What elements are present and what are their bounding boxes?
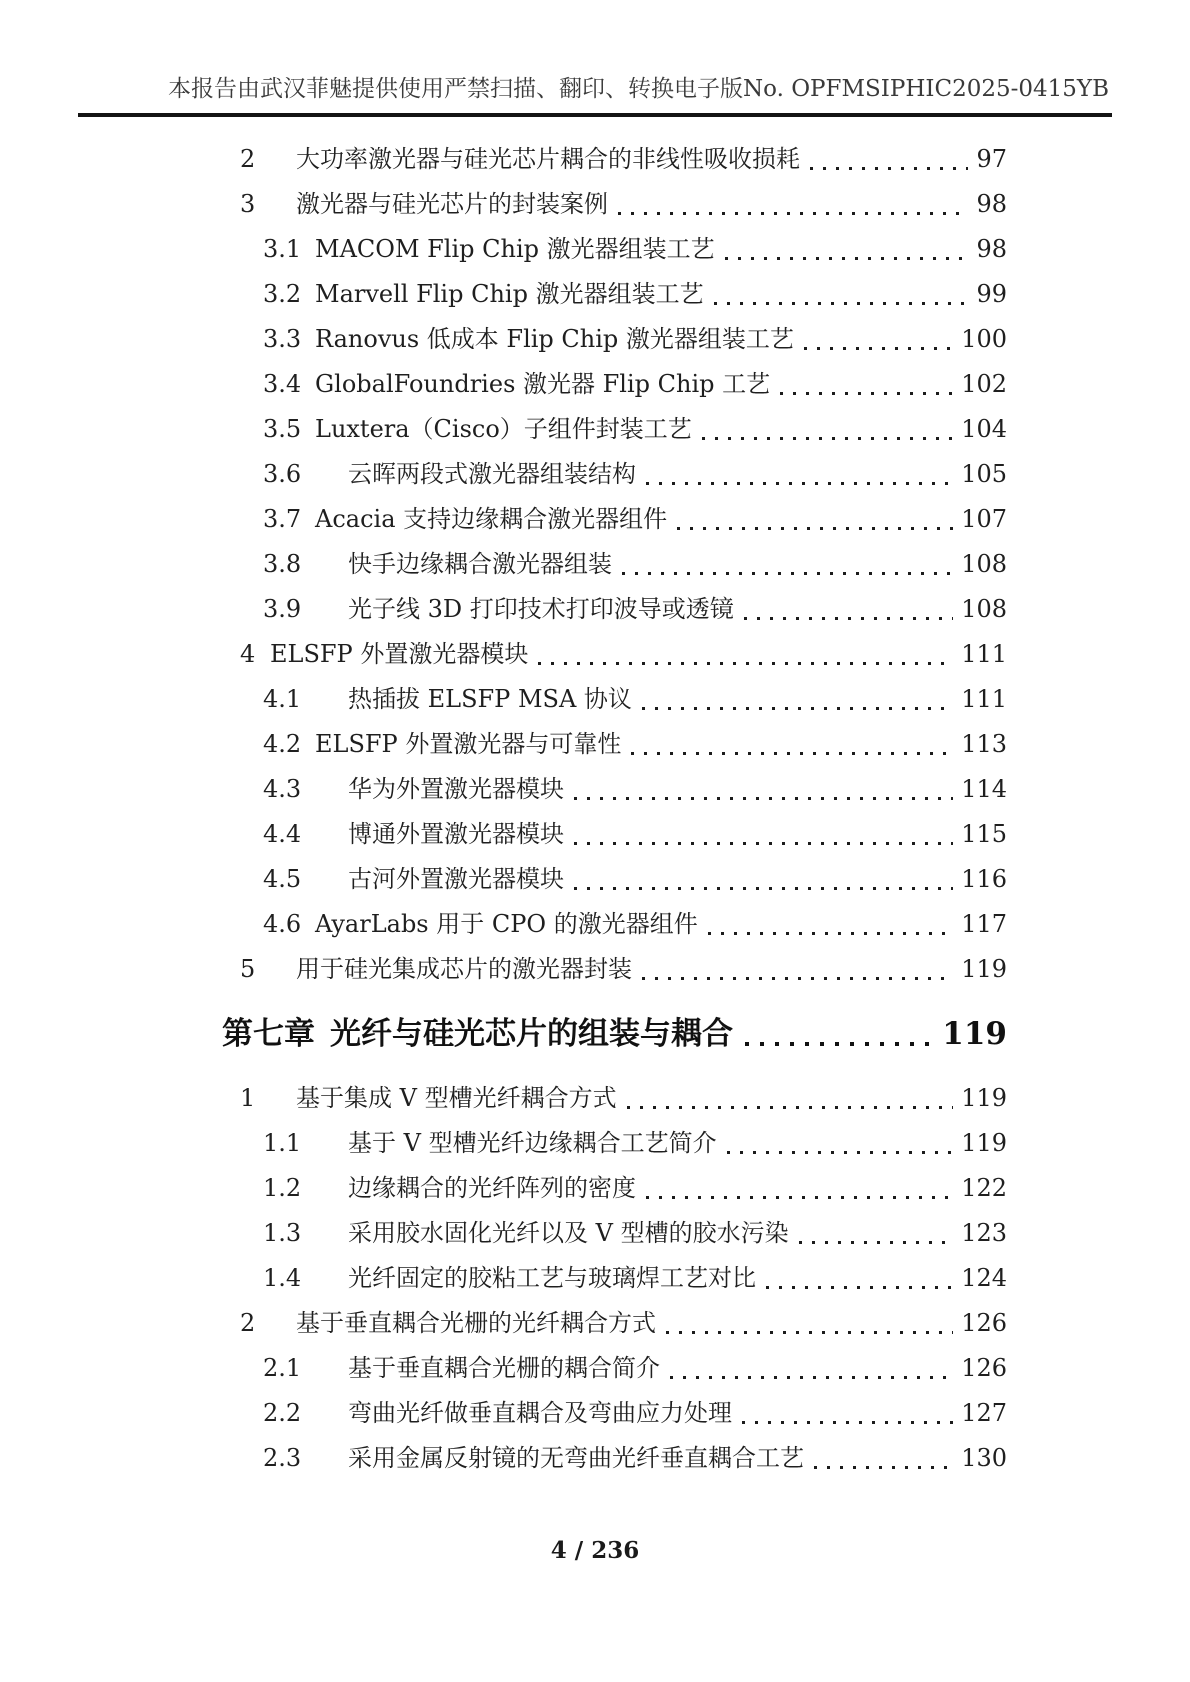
- toc-entry: [0, 182, 1007, 227]
- toc-entry-title: 华为外置激光器模块: [348, 775, 564, 803]
- toc-entry-title: 云晖两段式激光器组装结构: [348, 460, 636, 488]
- toc-entry-title: 光子线 3D 打印技术打印波导或透镜: [348, 595, 734, 623]
- dot-leader: [742, 1421, 953, 1424]
- toc-entry-title: 基于垂直耦合光栅的光纤耦合方式: [296, 1309, 656, 1337]
- toc-entry-number: 2: [240, 1309, 256, 1337]
- toc-entry-title: GlobalFoundries 激光器 Flip Chip 工艺: [315, 370, 771, 398]
- toc-entry: [0, 1391, 1007, 1436]
- dot-leader: [618, 212, 968, 215]
- toc-entry-page-number: 104: [961, 415, 1007, 443]
- toc-entry-title: Ranovus 低成本 Flip Chip 激光器组装工艺: [315, 325, 794, 353]
- toc-entry: [0, 587, 1007, 632]
- toc-entry-number: 3.8: [263, 550, 302, 578]
- dot-leader: [714, 302, 969, 305]
- page-header: [0, 0, 1190, 117]
- page-indicator: 4 / 236: [550, 1537, 640, 1564]
- toc-entry: [0, 767, 1007, 812]
- toc-entry: [0, 1121, 1007, 1166]
- dot-leader: [725, 257, 969, 260]
- toc-entry-page-number: 100: [961, 325, 1007, 353]
- dot-leader: [810, 167, 968, 170]
- toc-entry-page-number: 126: [961, 1309, 1007, 1337]
- toc-entry: [0, 1346, 1007, 1391]
- toc-entry-title: 光纤与硅光芯片的组装与耦合: [330, 1016, 733, 1052]
- toc-entry-title: AyarLabs 用于 CPO 的激光器组件: [315, 910, 698, 938]
- toc-entry-number: 4.1: [263, 685, 302, 713]
- toc-entry-number: 1.1: [263, 1129, 302, 1157]
- toc-entry: [0, 317, 1007, 362]
- dot-leader: [538, 662, 953, 665]
- toc-entry-number: 4.5: [263, 865, 302, 893]
- toc-entry: [0, 452, 1007, 497]
- toc-entry-number: 3.2: [263, 280, 302, 308]
- toc-entry-title: 用于硅光集成芯片的激光器封装: [296, 955, 632, 983]
- toc-entry-page-number: 122: [961, 1174, 1007, 1202]
- header-report-number: No. OPFMSIPHIC2025-0415YB: [743, 76, 1110, 102]
- toc-entry: [0, 1076, 1007, 1121]
- dot-leader: [745, 1042, 932, 1046]
- toc-entry-number: 3.5: [263, 415, 302, 443]
- toc-entry: [0, 362, 1007, 407]
- toc-entry-number: 4.6: [263, 910, 302, 938]
- toc-entry-page-number: 119: [961, 1084, 1007, 1112]
- toc-entry-title: 热插拔 ELSFP MSA 协议: [348, 685, 632, 713]
- dot-leader: [804, 347, 953, 350]
- toc-entry: [0, 227, 1007, 272]
- dot-leader: [799, 1241, 954, 1244]
- toc-entry-page-number: 119: [961, 1129, 1007, 1157]
- dot-leader: [708, 932, 953, 935]
- toc-entry-number: 4: [240, 640, 256, 668]
- toc-entry-title: Luxtera（Cisco）子组件封装工艺: [315, 415, 692, 443]
- toc-entry-title: 采用金属反射镜的无弯曲光纤垂直耦合工艺: [348, 1444, 804, 1472]
- toc-entry: [0, 137, 1007, 182]
- toc-entry: [0, 902, 1007, 947]
- toc-entry-page-number: 124: [961, 1264, 1007, 1292]
- toc-entry-number: 3.9: [263, 595, 302, 623]
- toc-entry: [0, 407, 1007, 452]
- toc-entry-title: Marvell Flip Chip 激光器组装工艺: [315, 280, 704, 308]
- toc-entry-number: 4.2: [263, 730, 302, 758]
- toc-entry-title: 基于垂直耦合光栅的耦合简介: [348, 1354, 660, 1382]
- dot-leader: [574, 887, 953, 890]
- toc-entry-title: 光纤固定的胶粘工艺与玻璃焊工艺对比: [348, 1264, 756, 1292]
- toc-entry: [0, 857, 1007, 902]
- dot-leader: [646, 482, 953, 485]
- toc-entry: [0, 1436, 1007, 1481]
- toc-entry-title: 激光器与硅光芯片的封装案例: [296, 190, 608, 218]
- toc-entry-page-number: 98: [976, 235, 1007, 263]
- toc-entry-number: 3.3: [263, 325, 302, 353]
- dot-leader: [744, 617, 953, 620]
- header-prohibition-notice: 严禁扫描、翻印、转换电子版: [444, 76, 743, 102]
- dot-leader: [627, 1106, 954, 1109]
- toc-entry: [0, 1166, 1007, 1211]
- toc-entry-page-number: 108: [961, 550, 1007, 578]
- toc-entry-number: 1.3: [263, 1219, 302, 1247]
- toc-entry-page-number: 119: [961, 955, 1007, 983]
- toc-entry-page-number: 107: [961, 505, 1007, 533]
- toc-entry-number: 1.2: [263, 1174, 302, 1202]
- toc-entry-number: 3.7: [263, 505, 302, 533]
- toc-entry-number: 2.3: [263, 1444, 302, 1472]
- toc-entry-title: Acacia 支持边缘耦合激光器组件: [315, 505, 668, 533]
- toc-entry-page-number: 108: [961, 595, 1007, 623]
- toc-entry-page-number: 105: [961, 460, 1007, 488]
- toc-entry-page-number: 119: [942, 1016, 1007, 1052]
- header-usage-notice: 本报告由武汉菲魅提供使用: [168, 76, 444, 102]
- toc-entry-title: 博通外置激光器模块: [348, 820, 564, 848]
- toc-entry: [0, 272, 1007, 317]
- toc-entry-page-number: 123: [961, 1219, 1007, 1247]
- toc-entry: [0, 722, 1007, 767]
- toc-entry-number: 3.4: [263, 370, 302, 398]
- toc-entry-page-number: 99: [976, 280, 1007, 308]
- header-text-row: [0, 70, 1190, 113]
- toc-entry-number: 4.3: [263, 775, 302, 803]
- toc-entry-number: 3.6: [263, 460, 302, 488]
- dot-leader: [642, 707, 953, 710]
- dot-leader: [780, 392, 953, 395]
- toc-entry-page-number: 116: [961, 865, 1007, 893]
- toc-entry-page-number: 130: [961, 1444, 1007, 1472]
- toc-entry-title: MACOM Flip Chip 激光器组装工艺: [315, 235, 715, 263]
- toc-entry-page-number: 97: [976, 145, 1007, 173]
- toc-entry-page-number: 111: [961, 685, 1007, 713]
- toc-entry-page-number: 113: [961, 730, 1007, 758]
- toc-entry-title: 古河外置激光器模块: [348, 865, 564, 893]
- table-of-contents: [0, 117, 1190, 1481]
- toc-entry-number: 第七章: [222, 1016, 315, 1052]
- dot-leader: [574, 797, 953, 800]
- toc-entry: [0, 677, 1007, 722]
- dot-leader: [622, 572, 953, 575]
- toc-entry: [0, 1301, 1007, 1346]
- toc-entry: [0, 812, 1007, 857]
- toc-entry: [0, 947, 1007, 992]
- toc-entry-number: 1: [240, 1084, 256, 1112]
- toc-entry: [0, 632, 1007, 677]
- toc-entry-page-number: 102: [961, 370, 1007, 398]
- toc-entry-page-number: 114: [961, 775, 1007, 803]
- dot-leader: [666, 1331, 953, 1334]
- chapter-heading: [0, 992, 1007, 1076]
- toc-entry-number: 1.4: [263, 1264, 302, 1292]
- dot-leader: [670, 1376, 953, 1379]
- toc-entry-page-number: 111: [961, 640, 1007, 668]
- toc-entry-page-number: 127: [961, 1399, 1007, 1427]
- toc-entry-number: 2: [240, 145, 256, 173]
- toc-entry-page-number: 126: [961, 1354, 1007, 1382]
- toc-entry: [0, 497, 1007, 542]
- toc-entry-title: 基于集成 V 型槽光纤耦合方式: [296, 1084, 617, 1112]
- toc-entry-title: 采用胶水固化光纤以及 V 型槽的胶水污染: [348, 1219, 789, 1247]
- dot-leader: [702, 437, 953, 440]
- toc-entry: [0, 1256, 1007, 1301]
- toc-entry-number: 5: [240, 955, 256, 983]
- toc-entry-title: 大功率激光器与硅光芯片耦合的非线性吸收损耗: [296, 145, 800, 173]
- dot-leader: [574, 842, 953, 845]
- toc-entry-number: 4.4: [263, 820, 302, 848]
- dot-leader: [766, 1286, 953, 1289]
- toc-entry-number: 3.1: [263, 235, 302, 263]
- toc-entry-title: ELSFP 外置激光器模块: [270, 640, 529, 668]
- toc-entry-page-number: 115: [961, 820, 1007, 848]
- dot-leader: [727, 1151, 954, 1154]
- toc-entry-number: 3: [240, 190, 256, 218]
- dot-leader: [814, 1466, 953, 1469]
- toc-entry-title: 快手边缘耦合激光器组装: [348, 550, 612, 578]
- toc-entry-page-number: 98: [976, 190, 1007, 218]
- toc-entry-number: 2.2: [263, 1399, 302, 1427]
- toc-entry: [0, 542, 1007, 587]
- toc-entry-number: 2.1: [263, 1354, 302, 1382]
- toc-entry: [0, 1211, 1007, 1256]
- toc-entry-title: 基于 V 型槽光纤边缘耦合工艺简介: [348, 1129, 717, 1157]
- page-footer: [0, 1537, 1190, 1564]
- toc-entry-title: ELSFP 外置激光器与可靠性: [315, 730, 622, 758]
- dot-leader: [677, 527, 953, 530]
- dot-leader: [646, 1196, 953, 1199]
- toc-entry-title: 边缘耦合的光纤阵列的密度: [348, 1174, 636, 1202]
- toc-entry-page-number: 117: [961, 910, 1007, 938]
- toc-entry-title: 弯曲光纤做垂直耦合及弯曲应力处理: [348, 1399, 732, 1427]
- dot-leader: [631, 752, 953, 755]
- dot-leader: [642, 977, 953, 980]
